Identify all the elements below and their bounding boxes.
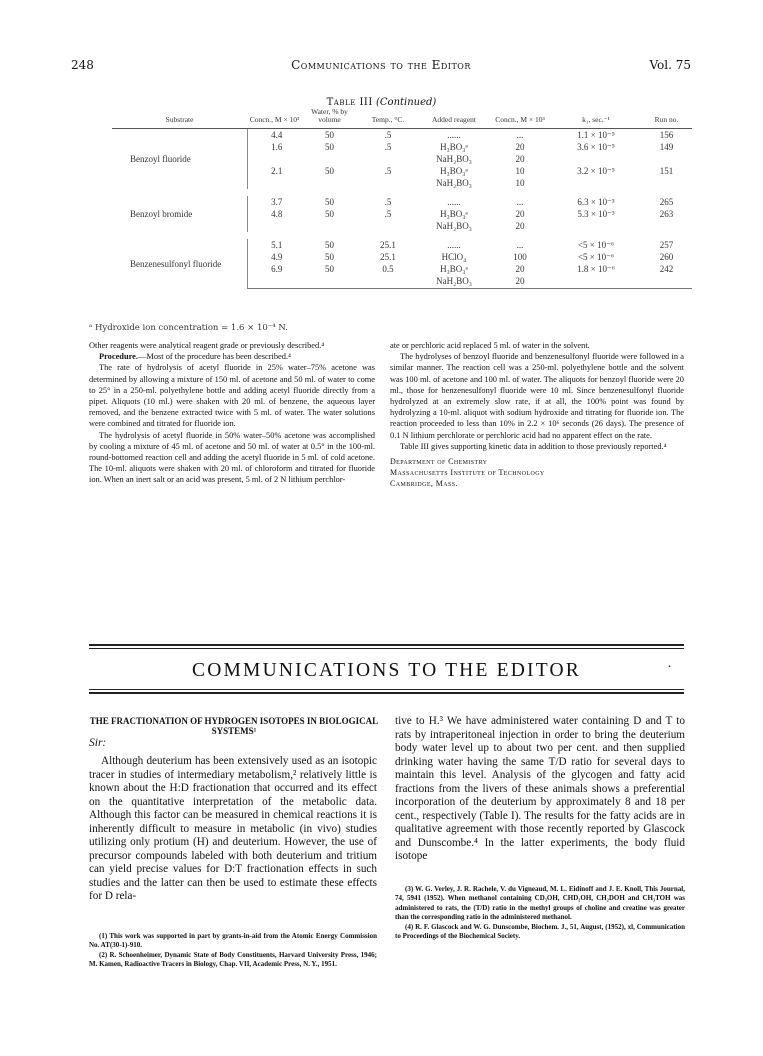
table-cell: 3.6 × 10⁻⁵: [577, 142, 615, 152]
table-cell: [641, 275, 692, 289]
prev-article-left-column: [89, 340, 375, 486]
table-cell: [247, 177, 302, 189]
column-header: Run no.: [641, 108, 692, 129]
table-cell: ......: [447, 240, 461, 250]
section-rule-top: [89, 644, 684, 646]
column-header: Water, % by volume: [302, 108, 357, 129]
paragraph: ate or perchloric acid replaced 5 ml. of water in the solvent.: [390, 341, 590, 350]
section-rule-bottom-thin: [89, 689, 684, 690]
article-paragraph: tive to H.³ We have administered water containing D and T to rats by intraperitoneal injection in order to bring the deuterium body water level up to about two per cent. and then supplied drinking water having the same T/D ratio for several days to maintain this level. Analysis of the glycogen and fatty acid fractions from the livers of these animals shows a preferential incorporation of the deuterium by approximately 8 and 18 per cent., respectively (Table I). The results for the fatty acids are in qualitative agreement with those recently reported by Glascock and Dunscombe.⁴ In the latter experiments, the body fluid isotope: [395, 715, 685, 862]
paragraph: The hydrolyses of benzoyl fluoride and benzenesulfonyl fluoride were followed in a similar manner. The reaction cell was a 250-ml. polyethylene bottle and the solvent was 100 ml. of acetone and 100 ml. of water. The aliquots for benzoyl fluoride were 20 ml., those for benzenesulfonyl fluoride were 10 ml. Since benzenesulfonyl fluoride hydrolyzed at an extremely slow rate, if at all, the 100% point was found by hydrolyzing a 10-ml. aliquot with sodium hydroxide and titrating for fluoride ion. The reaction proceeded to less than 10% in 2.2 × 10⁶ seconds (26 days). The presence of 0.1 N lithium perchlorate or perchloric acid had no apparent effect on the rate.: [390, 352, 684, 440]
table-cell: .5: [384, 142, 392, 152]
table-cell: 5.3 × 10⁻³: [577, 209, 615, 219]
table-cell: [302, 275, 357, 289]
affiliation-line: Department of Chemistry: [390, 457, 488, 467]
table-cell: .5: [384, 197, 392, 207]
table-cell: NaH₂BO₃: [419, 275, 489, 289]
footnote: (3) W. G. Verley, J. R. Rachele, V. du Vigneaud, M. L. Eidinoff and J. E. Knoll, This Journal, 74, 5941 (1952). When methanol containing CD₃OH, CHD₂OH, CH₂DOH and CH₃TOH was administered to rats, the (T/D) ratio in the methyl groups of choline and creatine was greater than the corresponding ratio in the administered methanol.: [395, 885, 685, 922]
table-cell: 20: [515, 264, 525, 274]
table-cell: [302, 220, 357, 232]
table-cell: 1.1 × 10⁻⁵: [577, 130, 615, 140]
substrate-cell: Benzoyl bromide: [130, 209, 193, 219]
table-cell: [247, 275, 302, 289]
table-cell: 5.1: [247, 239, 302, 251]
paragraph: The hydrolysis of acetyl fluoride in 50% water–50% acetone was accomplished by cooling a mixture of 45 ml. of acetone and 50 ml. of water at 0.5° in the 100-ml. round-bottomed reaction cell and adding the acetyl fluoride in 5 ml. of cold acetone. The 10-ml. aliquots were shaken with 20 ml. of chloroform and titrated for fluoride ion. When an inert salt or an acid was present, 5 ml. of 2 N lithium perchlor-: [89, 430, 375, 485]
table-cell: H₃BO₃ᵃ: [440, 209, 468, 219]
footnote: (1) This work was supported in part by grants-in-aid from the Atomic Energy Commission No. AT(30-1)-910.: [89, 932, 377, 950]
table-caption-label: Table III: [326, 97, 373, 108]
table-cell: 4.4: [247, 129, 302, 142]
stray-mark: ·: [667, 660, 674, 675]
table-cell: 20: [515, 142, 525, 152]
article-left-column: [89, 755, 377, 904]
table-cell: 3.7: [247, 196, 302, 208]
table-cell: 149: [659, 142, 674, 152]
table-row: [112, 196, 692, 208]
table-caption: [0, 97, 763, 108]
table-cell: 265: [659, 197, 674, 207]
table-cell: [302, 177, 357, 189]
table-cell: [247, 153, 302, 165]
table-cell: 242: [659, 264, 674, 274]
column-header: k₁, sec.⁻¹: [551, 108, 641, 129]
table-cell: 263: [659, 209, 674, 219]
table-spacer: [112, 189, 692, 196]
article-title: THE FRACTIONATION OF HYDROGEN ISOTOPES IN BIOLOGICAL SYSTEMS¹: [89, 716, 379, 736]
procedure-label: Procedure.: [99, 352, 138, 362]
running-header: [71, 58, 691, 76]
section-rule-bottom: [89, 692, 684, 694]
table-cell: 156: [659, 130, 674, 140]
table-row: [112, 129, 692, 142]
column-header: Concn., M × 10³: [489, 108, 551, 129]
table-cell: 6.3 × 10⁻³: [577, 197, 615, 207]
table-cell: 1.8 × 10⁻⁶: [577, 264, 615, 274]
table-cell: 3.2 × 10⁻⁵: [577, 166, 615, 176]
table-cell: H₃BO₃ᵃ: [440, 264, 468, 274]
prev-article-right-column: [390, 340, 684, 489]
table-cell: 50: [325, 252, 334, 262]
table-cell: [551, 220, 641, 232]
table-cell: [357, 153, 419, 165]
spacer-cell: [112, 232, 692, 239]
table-cell: 260: [659, 252, 674, 262]
table-cell: [551, 153, 641, 165]
substrate-cell: Benzoyl fluoride: [130, 154, 191, 164]
article-paragraph: Although deuterium has been extensively used as an isotopic tracer in studies of intermediary metabolism,² relatively little is known about the H:D fractionation that occurred and its effect on the quantitative interpretation of the metabolic data. Although this factor can be measured in chemical reactions it is inherently difficult to measure in metabolic (in vivo) studies utilizing only protium (H) and deuterium. However, the use of precursor compounds labeled with both deuterium and tritium can yield precise values for D:T fractionation effects in such studies and the latter can then be used to estimate these effects for D rela-: [89, 755, 377, 902]
table-cell: [641, 177, 692, 189]
table-cell: 25.1: [380, 240, 396, 250]
table-cell: 100: [513, 252, 527, 262]
column-header: Substrate: [112, 108, 247, 129]
table-footnote: ᵃ Hydroxide ion concentration = 1.6 × 10⁻⁴ N.: [89, 323, 288, 333]
table-cell: ......: [447, 197, 461, 207]
table-cell: [247, 220, 302, 232]
table-cell: 151: [659, 166, 674, 176]
column-header: Temp., °C.: [357, 108, 419, 129]
table-cell: NaH₂BO₃: [436, 221, 472, 231]
section-banner: [89, 660, 684, 682]
table-cell: [641, 153, 692, 165]
table-cell: .5: [384, 166, 392, 176]
table-row: [112, 239, 692, 251]
table-cell: 50: [325, 130, 334, 140]
table-caption-continued: (Continued): [376, 97, 437, 108]
substrate-cell: Benzenesulfonyl fluoride: [130, 258, 222, 269]
table-cell: 10: [515, 178, 525, 188]
table-cell: .5: [384, 209, 392, 219]
column-header: Added reagent: [419, 108, 489, 129]
author-affiliation: [390, 456, 684, 489]
table-cell: 0.5: [382, 264, 394, 274]
column-header: Concn., M × 10³: [247, 108, 302, 129]
table-cell: H₃BO₃ᵃ: [440, 142, 468, 152]
paragraph: Table III gives supporting kinetic data in addition to those previously reported.⁴: [400, 441, 667, 451]
footnotes-left: [89, 932, 377, 970]
table-cell: 50: [325, 166, 334, 176]
table-cell: [302, 153, 357, 165]
page-number: 248: [71, 58, 94, 72]
table-cell: [357, 275, 419, 289]
table-cell: 25.1: [380, 252, 396, 262]
table-cell: NaH₂BO₃: [436, 178, 472, 188]
table-cell: ...: [516, 197, 524, 207]
table-cell: ......: [447, 130, 461, 140]
table-cell: [641, 220, 692, 232]
section-title: COMMUNICATIONS TO THE EDITOR: [192, 660, 581, 681]
table-cell: 1.6: [247, 141, 302, 153]
table-cell: .5: [384, 130, 392, 140]
table-cell: 20: [515, 221, 525, 231]
running-title: Communications to the Editor: [291, 58, 471, 72]
salutation: Sir:: [89, 737, 107, 749]
table-cell: 2.1: [247, 165, 302, 177]
affiliation-line: Massachusetts Institute of Technology: [390, 468, 545, 478]
footnote: (4) R. F. Glascock and W. G. Dunscombe, Biochem. J., 51, August, (1952), xl, Communication to Proceedings of the Biochemical Society.: [395, 922, 685, 941]
table-cell: 20: [515, 154, 525, 164]
table-cell: 4.8: [247, 208, 302, 220]
table-cell: [357, 220, 419, 232]
table-cell: 20: [489, 275, 551, 289]
table-cell: ...: [516, 240, 524, 250]
paragraph: Other reagents were analytical reagent grade or previously described.⁴: [89, 341, 325, 350]
table-cell: NaH₂BO₃: [436, 154, 472, 164]
table-cell: 50: [325, 240, 334, 250]
table-cell: 10: [515, 166, 525, 176]
procedure-paragraph: [89, 351, 375, 362]
table-cell: <5 × 10⁻⁶: [577, 252, 615, 262]
table-cell: HClO₄: [441, 252, 467, 262]
volume-label: Vol. 75: [649, 58, 691, 72]
affiliation-line: Cambridge, Mass.: [390, 479, 458, 489]
table-cell: 50: [325, 264, 334, 274]
table-header-row: [112, 108, 692, 129]
table-cell: ...: [516, 130, 524, 140]
table-cell: [551, 177, 641, 189]
procedure-text: —Most of the procedure has been described.⁴: [138, 352, 291, 362]
table-cell: [551, 275, 641, 289]
section-rule-top-thin: [89, 648, 684, 649]
data-table: [112, 108, 692, 289]
table-cell: [357, 177, 419, 189]
table-cell: 257: [659, 240, 674, 250]
article-right-column: [395, 715, 685, 864]
table-cell: 4.9: [247, 251, 302, 263]
table-spacer: [112, 232, 692, 239]
table-cell: 50: [325, 142, 334, 152]
paragraph: The rate of hydrolysis of acetyl fluoride in 25% water–75% acetone was determined by allowing a mixture of 150 ml. of acetone and 50 ml. of water to come to 25° in a 250-ml. polyethylene bottle and adding acetyl fluoride directly from a pipet. Aliquots (10 ml.) were shaken with 20 ml. of benzene, the aqueous layer removed, and the benzene extracted twice with 5 ml. of water. The water solutions were combined and titrated for fluoride ion.: [89, 363, 375, 429]
footnotes-right: [395, 885, 685, 941]
footnote: (2) R. Schoenheimer, Dynamic State of Body Constituents, Harvard University Press, 1946; M. Kamen, Radioactive Tracers in Biology, Chap. VII, Academic Press, N. Y., 1951.: [89, 950, 377, 969]
table-cell: 50: [325, 209, 334, 219]
table-cell: 50: [325, 197, 334, 207]
table-cell: H₃BO₃ᵃ: [440, 166, 468, 176]
table-cell: <5 × 10⁻⁶: [577, 240, 615, 250]
spacer-cell: [112, 189, 692, 196]
table-cell: 20: [515, 209, 525, 219]
table-cell: 6.9: [247, 263, 302, 275]
